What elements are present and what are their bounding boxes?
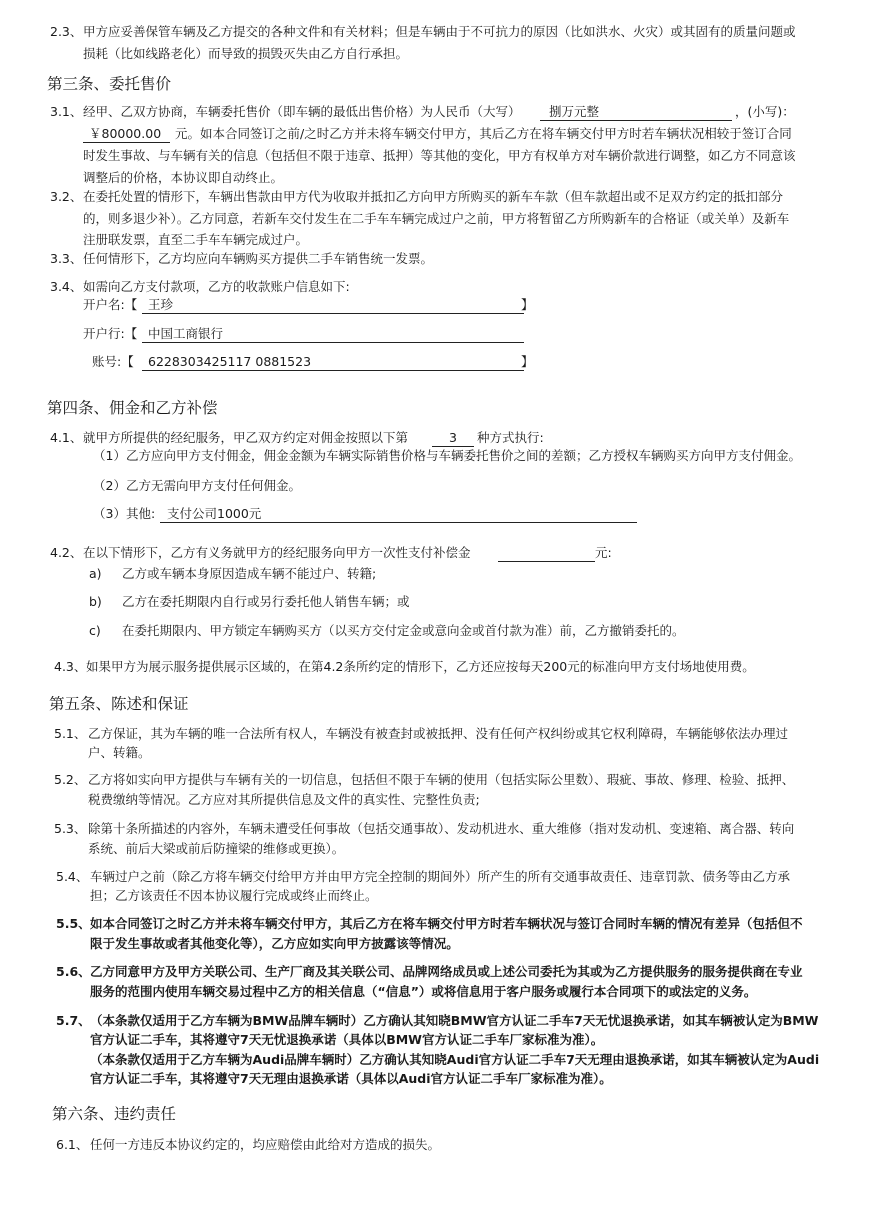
clause-5-5-line: 如本合同签订之时乙方并未将车辆交付甲方，其后乙方在将车辆交付甲方时若车辆状况与签订合同时车辆的情况有差异（包括但不 <box>90 916 803 931</box>
commission-option-3-value: 支付公司1000元 <box>167 506 262 521</box>
clause-3-1-line: 经甲、乙双方协商，车辆委托售价（即车辆的最低出售价格）为人民币（大写） <box>83 104 521 119</box>
commission-option-1: （1）乙方应向甲方支付佣金，佣金金额为车辆实际销售价格与车辆委托售价之间的差额；乙方授权车辆购买方向甲方支付佣金。 <box>93 448 801 463</box>
account-name-close: 】 <box>521 297 534 312</box>
section-3-heading: 第三条、委托售价 <box>47 75 172 93</box>
clause-5-7-line: （本条款仅适用于乙方车辆为BMW品牌车辆时）乙方确认其知晓BMW官方认证二手车7天无忧退换承诺，如其车辆被认定为BMW <box>90 1013 819 1028</box>
price-upper-value: 捌万元整 <box>549 104 600 119</box>
clause-3-1-number: 3.1、 <box>50 104 83 119</box>
clause-5-6-line: 乙方同意甲方及甲方关联公司、生产厂商及其关联公司、品牌网络成员或上述公司委托为其或为乙方提供服务的服务提供商在专业 <box>90 964 803 979</box>
clause-3-1-line: 时发生事故、与车辆有关的信息（包括但不限于违章、抵押）等其他的变化，甲方有权单方对车辆价款进行调整，如乙方不同意该 <box>83 148 796 163</box>
clause-3-2-line: 注册联发票，直至二手车车辆完成过户。 <box>83 232 309 247</box>
clause-2-3-line: 甲方应妥善保管车辆及乙方提交的各种文件和有关材料；但是车辆由于不可抗力的原因（比如洪水、火灾）或其固有的质量问题或 <box>83 24 796 39</box>
clause-3-2-number: 3.2、 <box>50 189 83 204</box>
clause-6-1-text: 任何一方违反本协议约定的，均应赔偿由此给对方造成的损失。 <box>90 1137 441 1152</box>
clause-3-4-number: 3.4、 <box>50 279 83 294</box>
clause-5-2-line: 税费缴纳等情况。乙方应对其所提供信息及文件的真实性、完整性负责; <box>88 792 480 807</box>
commission-option-value: 3 <box>449 430 457 445</box>
clause-6-1-number: 6.1、 <box>56 1137 89 1152</box>
price-lower-underline <box>83 142 170 143</box>
clause-5-7-line: 官方认证二手车，其将遵守7天无理由退换承诺（具体以Audi官方认证二手车厂家标准为准）。 <box>90 1071 612 1086</box>
clause-4-3-number: 4.3、 <box>54 659 87 674</box>
clause-4-2-line: 在以下情形下，乙方有义务就甲方的经纪服务向甲方一次性支付补偿金 <box>83 545 471 560</box>
clause-5-1-number: 5.1、 <box>54 726 87 741</box>
bank-label: 开户行:【 <box>83 326 138 341</box>
clause-5-1-line: 乙方保证，其为车辆的唯一合法所有权人，车辆没有被查封或被抵押、没有任何产权纠纷或其它权利障碍，车辆能够依法办理过 <box>88 726 789 741</box>
clause-5-4-line: 车辆过户之前（除乙方将车辆交付给甲方并由甲方完全控制的期间外）所产生的所有交通事故责任、违章罚款、债务等由乙方承 <box>90 869 791 884</box>
commission-option-3-underline <box>160 522 637 523</box>
clause-5-1-line: 户、转籍。 <box>88 745 151 760</box>
clause-4-3-text: 如果甲方为展示服务提供展示区域的，在第4.2条所约定的情形下，乙方还应按每天200元的标准向甲方支付场地使用费。 <box>86 659 755 674</box>
list-marker: a) <box>89 566 102 581</box>
account-name-value: 王珍 <box>148 297 174 312</box>
account-number-close: 】 <box>521 354 534 369</box>
clause-4-1-line: 就甲方所提供的经纪服务，甲乙双方约定对佣金按照以下第 <box>83 430 409 445</box>
section-6-heading: 第六条、违约责任 <box>52 1105 177 1123</box>
compensation-amount-underline <box>498 561 595 562</box>
account-number-underline <box>142 370 524 371</box>
clause-5-6-number: 5.6、 <box>56 964 91 979</box>
clause-5-7-line: （本条款仅适用于乙方车辆为Audi品牌车辆时）乙方确认其知晓Audi官方认证二手车7天无理由退换承诺，如其车辆被认定为Audi <box>90 1052 820 1067</box>
price-upper-underline <box>540 120 732 121</box>
list-item: 乙方在委托期限内自行或另行委托他人销售车辆；或 <box>122 594 410 609</box>
price-lower-value: ￥80000.00 <box>89 126 162 141</box>
clause-3-2-line: 在委托处置的情形下，车辆出售款由甲方代为收取并抵扣乙方向甲方所购买的新车车款（但车款超出或不足双方约定的抵扣部分 <box>83 189 784 204</box>
clause-5-2-number: 5.2、 <box>54 772 87 787</box>
bank-value: 中国工商银行 <box>148 326 224 341</box>
clause-3-4-text: 如需向乙方支付款项，乙方的收款账户信息如下: <box>83 279 350 294</box>
clause-5-6-line: 服务的范围内使用车辆交易过程中乙方的相关信息（“信息”）或将信息用于客户服务或履行本合同项下的或法定的义务。 <box>90 984 757 999</box>
list-marker: b) <box>89 594 102 609</box>
commission-option-3-label: （3）其他: <box>93 506 156 521</box>
clause-5-7-number: 5.7、 <box>56 1013 91 1028</box>
clause-5-7-line: 官方认证二手车，其将遵守7天无忧退换承诺（具体以BMW官方认证二手车厂家标准为准）。 <box>90 1032 604 1047</box>
list-marker: c) <box>89 623 101 638</box>
commission-option-2: （2）乙方无需向甲方支付任何佣金。 <box>93 478 301 493</box>
clause-3-3-number: 3.3、 <box>50 251 83 266</box>
clause-3-2-line: 的，则多退少补）。乙方同意，若新车交付发生在二手车车辆完成过户之前，甲方将暂留乙方所购新车的合格证（或关单）及新车 <box>83 211 790 226</box>
clause-2-3-number: 2.3、 <box>50 24 83 39</box>
account-number-label: 账号:【 <box>92 354 134 369</box>
clause-3-3-text: 任何情形下，乙方均应向车辆购买方提供二手车销售统一发票。 <box>83 251 434 266</box>
clause-5-3-line: 系统、前后大梁或前后防撞梁的维修或更换）。 <box>88 841 345 856</box>
bank-underline <box>142 342 524 343</box>
section-4-heading: 第四条、佣金和乙方补偿 <box>47 399 218 417</box>
clause-5-5-line: 限于发生事故或者其他变化等），乙方应如实向甲方披露该等情况。 <box>90 936 459 951</box>
section-5-heading: 第五条、陈述和保证 <box>49 695 189 713</box>
clause-3-1-line: 调整后的价格，本协议即自动终止。 <box>83 170 284 185</box>
account-name-label: 开户名:【 <box>83 297 138 312</box>
clause-4-1-number: 4.1、 <box>50 430 83 445</box>
account-name-underline <box>142 313 524 314</box>
list-item: 乙方或车辆本身原因造成车辆不能过户、转籍; <box>122 566 377 581</box>
clause-5-4-line: 担；乙方该责任不因本协议履行完成或终止而终止。 <box>90 888 378 903</box>
clause-5-3-line: 除第十条所描述的内容外，车辆未遭受任何事故（包括交通事故）、发动机进水、重大维修（指对发动机、变速箱、离合器、转向 <box>88 821 795 836</box>
clause-5-3-number: 5.3、 <box>54 821 87 836</box>
clause-2-3-line: 损耗（比如线路老化）而导致的损毁灭失由乙方自行承担。 <box>83 46 409 61</box>
clause-4-1-line: 种方式执行: <box>477 430 544 445</box>
clause-3-1-line: ，(小写)： <box>735 104 795 119</box>
clause-5-2-line: 乙方将如实向甲方提供与车辆有关的一切信息，包括但不限于车辆的使用（包括实际公里数）、瑕疵、事故、修理、检验、抵押、 <box>88 772 795 787</box>
clause-5-4-number: 5.4、 <box>56 869 89 884</box>
account-number-value: 6228303425117 0881523 <box>148 354 312 369</box>
clause-3-1-line: 元。如本合同签订之前/之时乙方并未将车辆交付甲方，其后乙方在将车辆交付甲方时若车辆状况相较于签订合同 <box>175 126 792 141</box>
list-item: 在委托期限内、甲方锁定车辆购买方（以买方交付定金或意向金或首付款为准）前，乙方撤销委托的。 <box>122 623 685 638</box>
clause-4-2-line: 元: <box>595 545 612 560</box>
clause-4-2-number: 4.2、 <box>50 545 83 560</box>
clause-5-5-number: 5.5、 <box>56 916 91 931</box>
